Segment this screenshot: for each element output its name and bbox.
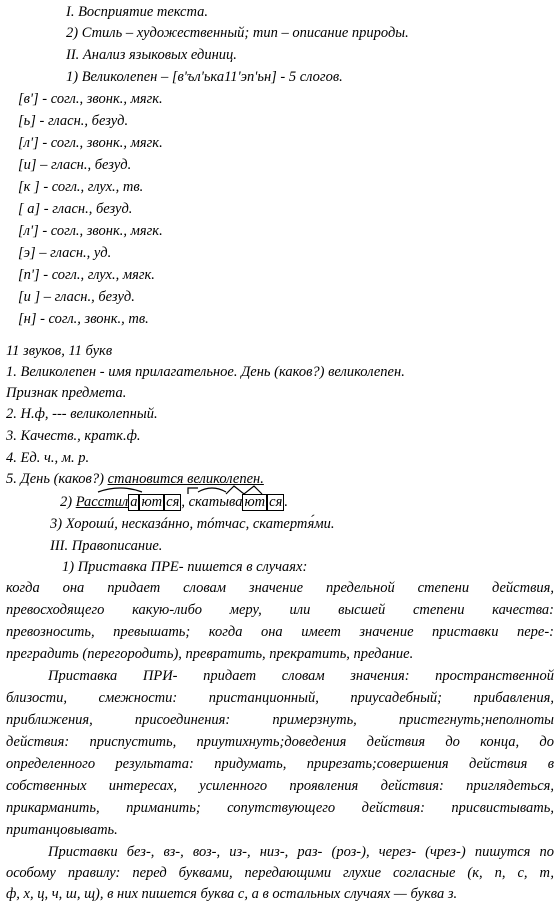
root-arc-2: [198, 488, 226, 492]
syntax-role-label: 5. День (каков?): [6, 471, 108, 487]
postfix-sya-1: ся: [166, 494, 180, 510]
pri-rule-line: действия: приспустить, приутихнуть;доведения действия до конца, до: [6, 734, 554, 750]
pri-rule-line: пританцовывать.: [6, 822, 118, 838]
suffix-a: а: [130, 494, 138, 510]
root-arc-1: [98, 488, 142, 492]
z-s-rule-line: особому правилу: перед буквами, передающими глухие согласные (к, п, с, т,: [6, 865, 554, 881]
postfix-sya-2: ся: [269, 494, 283, 510]
root-rasstil: Расстил: [75, 494, 129, 510]
pri-rule-line: прикарманить, приманить; сопутствующего действия: присвистывать,: [6, 800, 554, 816]
phonetic-line: [э] – гласн., уд.: [18, 245, 112, 261]
morph-line: 3. Качеств., кратк.ф.: [6, 428, 141, 444]
prefix-s: с: [188, 494, 196, 510]
transcription-line: 1) Великолепен – [в'ъл'ька11'эп'ьн] - 5 слогов.: [66, 69, 343, 85]
predicate-underlined: становится великолепен.: [107, 471, 264, 487]
phonetic-line: [л'] - согл., звонк., мягк.: [18, 223, 163, 239]
z-s-rule-line: ф, х, ц, ч, ш, щ), в них пишется буква с, а в остальных случаях — буква з.: [6, 886, 458, 902]
section-heading-spelling: III. Правописание.: [50, 538, 163, 554]
pre-rule-line: преградить (перегородить), превратить, прекратить, предание.: [6, 646, 414, 662]
parse-tail: .: [284, 494, 288, 510]
stress-line: 3) Хорошú, несказáнно, тóтчас, скатертя́ми.: [50, 516, 335, 532]
z-s-rule-line: Приставки без-, вз-, воз-, из-, низ-, раз- (роз-), через- (чрез-) пишутся по: [48, 844, 554, 860]
ending-yut-2: ют: [244, 494, 266, 510]
section-heading-perception: I. Восприятие текста.: [66, 4, 208, 20]
phonetic-line: [ а] - гласн., безуд.: [18, 201, 133, 217]
morph-line: 1. Великолепен - имя прилагательное. День (каков?) великолепен.: [6, 364, 405, 380]
phonetic-line: [и] – гласн., безуд.: [18, 157, 132, 173]
ending-yut-1: ют: [141, 494, 163, 510]
phonetic-line: [ь] - гласн., безуд.: [18, 113, 129, 129]
style-type-line: 2) Стиль – художественный; тип – описание природы.: [66, 25, 409, 41]
phonetic-line: [в'] - согл., звонк., мягк.: [18, 91, 163, 107]
phonetic-line: [н] - согл., звонк., тв.: [18, 311, 149, 327]
phonetic-line: [к ] - согл., глух., тв.: [18, 179, 144, 195]
pri-rule-line: Приставка ПРИ- придает словам значения: пространственной: [48, 668, 554, 684]
suffix-zigzag: [226, 486, 262, 494]
parse-number: 2): [60, 494, 73, 510]
sounds-letters-count: 11 звуков, 11 букв: [6, 343, 113, 359]
phonetic-line: [л'] - согл., звонк., мягк.: [18, 135, 163, 151]
pre-rule-title: 1) Приставка ПРЕ- пишется в случаях:: [62, 559, 308, 575]
suffix-yva: ыва: [219, 494, 243, 510]
prefix-bracket: [188, 488, 198, 494]
morph-line: 4. Ед. ч., м. р.: [6, 450, 90, 466]
pre-rule-line: когда она придает словам значение предельной степени действия,: [6, 580, 554, 596]
pri-rule-line: близости, смежности: пристанционный, приусадебный; прибавления,: [6, 690, 554, 706]
parse-separator: ,: [181, 494, 189, 510]
pri-rule-line: приближения, присоединения: примерзнуть, пристегнуть;неполноты: [6, 712, 554, 728]
section-heading-analysis: II. Анализ языковых единиц.: [66, 47, 237, 63]
pri-rule-line: собственных интересах, усиленного проявления действия: приглядеться,: [6, 778, 554, 794]
morph-line: 2. Н.ф, --- великолепный.: [6, 406, 158, 422]
root-kat: кат: [195, 494, 220, 510]
morph-line: Признак предмета.: [6, 385, 127, 401]
pri-rule-line: определенного результата: придумать, прирезать;совершения действия в: [6, 756, 554, 772]
pre-rule-line: превосходящего какую-либо меру, или высшей степени качества:: [6, 602, 554, 618]
phonetic-line: [и ] – гласн., безуд.: [18, 289, 135, 305]
phonetic-line: [п'] - согл., глух., мягк.: [18, 267, 155, 283]
pre-rule-line: превозносить, превышать; когда она имеет значение приставки пере-:: [6, 624, 554, 640]
